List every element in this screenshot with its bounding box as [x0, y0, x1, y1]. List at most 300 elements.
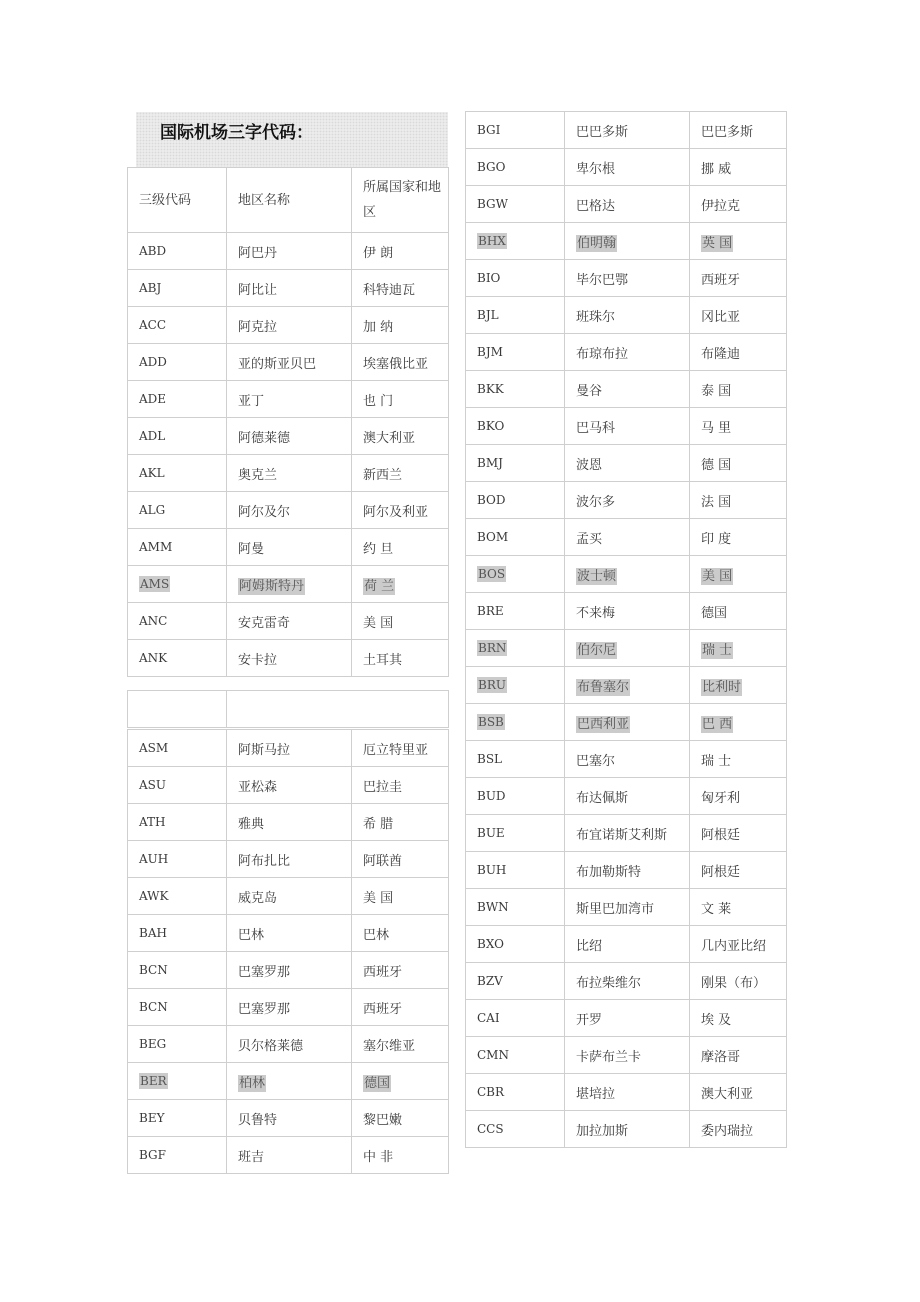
country-cell-text: 印 度: [701, 531, 732, 547]
city-cell: [565, 815, 690, 852]
header-country: 所属国家和地区: [352, 168, 449, 233]
country-cell-text: 伊拉克: [701, 198, 741, 214]
city-cell: [227, 1026, 352, 1063]
country-cell: [352, 1137, 449, 1174]
city-cell-text: 布加勒斯特: [576, 864, 642, 880]
country-cell: [690, 926, 787, 963]
table-row: [466, 1037, 787, 1074]
table-row: [466, 704, 787, 741]
table-row: [128, 270, 449, 307]
code-cell: [128, 529, 227, 566]
table-row: [466, 223, 787, 260]
country-cell: [690, 630, 787, 667]
country-cell: [690, 519, 787, 556]
code-cell: [466, 1000, 565, 1037]
country-cell-text: 西班牙: [701, 272, 741, 288]
city-cell-text: 阿尔及尔: [238, 504, 291, 520]
city-cell: [565, 519, 690, 556]
code-cell: [466, 815, 565, 852]
country-cell: [690, 815, 787, 852]
city-cell: [565, 704, 690, 741]
city-cell-text: 巴塞罗那: [238, 964, 291, 980]
table-row: [128, 878, 449, 915]
city-cell: [565, 1000, 690, 1037]
city-cell-text: 开罗: [576, 1012, 603, 1028]
code-cell-text: BRN: [478, 641, 507, 655]
code-cell: [128, 804, 227, 841]
country-cell: [690, 556, 787, 593]
city-cell-text: 贝尔格莱德: [238, 1038, 304, 1054]
country-cell: [352, 418, 449, 455]
city-cell-text: 毕尔巴鄂: [576, 272, 629, 288]
table-row: [128, 915, 449, 952]
code-cell: [128, 1026, 227, 1063]
city-cell-text: 威克岛: [238, 890, 278, 906]
country-cell-text: 黎巴嫩: [363, 1112, 403, 1128]
city-cell-text: 雅典: [238, 816, 265, 832]
code-cell-text: ATH: [139, 815, 166, 829]
code-cell-text: BRE: [477, 604, 504, 618]
table-row: [466, 593, 787, 630]
table-row: [466, 334, 787, 371]
code-cell-text: BCN: [139, 1000, 168, 1014]
code-cell: [466, 186, 565, 223]
code-cell: [128, 233, 227, 270]
country-cell-text: 阿根廷: [701, 827, 741, 843]
code-cell-text: AMS: [140, 577, 170, 591]
country-cell-text: 西班牙: [363, 964, 403, 980]
table-row: [128, 767, 449, 804]
code-cell-text: BOD: [477, 493, 506, 507]
city-cell-text: 孟买: [576, 531, 603, 547]
code-cell: [466, 1037, 565, 1074]
city-cell-text: 柏林: [239, 1075, 266, 1091]
code-cell: [128, 603, 227, 640]
country-cell: [352, 270, 449, 307]
table-row: [466, 667, 787, 704]
table-row: [128, 1100, 449, 1137]
table-row: [466, 149, 787, 186]
code-cell: [466, 630, 565, 667]
city-cell-text: 巴林: [238, 927, 265, 943]
country-cell-text: 瑞 士: [702, 642, 733, 658]
city-cell-text: 奥克兰: [238, 467, 278, 483]
country-cell-text: 埃 及: [701, 1012, 732, 1028]
city-cell-text: 波尔多: [576, 494, 616, 510]
city-cell: [565, 1037, 690, 1074]
country-cell: [690, 186, 787, 223]
country-cell-text: 阿根廷: [701, 864, 741, 880]
code-cell: [128, 841, 227, 878]
code-cell: [466, 593, 565, 630]
code-cell-text: BHX: [478, 234, 506, 248]
country-cell-text: 阿尔及利亚: [363, 504, 429, 520]
table-row: [466, 852, 787, 889]
code-cell: [466, 149, 565, 186]
code-cell: [466, 963, 565, 1000]
country-cell-text: 美 国: [363, 890, 394, 906]
country-cell: [352, 1063, 449, 1100]
table-row: [466, 445, 787, 482]
code-cell-text: ALG: [139, 503, 166, 517]
city-cell: [227, 640, 352, 677]
country-cell-text: 美 国: [702, 568, 733, 584]
city-cell-text: 阿巴丹: [238, 245, 278, 261]
country-cell-text: 委内瑞拉: [701, 1123, 754, 1139]
table-row: [466, 963, 787, 1000]
city-cell-text: 不来梅: [576, 605, 616, 621]
city-cell-text: 巴巴多斯: [576, 124, 629, 140]
city-cell-text: 安克雷奇: [238, 615, 291, 631]
table-row: [128, 381, 449, 418]
code-cell-text: ASM: [139, 741, 169, 755]
country-cell: [352, 767, 449, 804]
country-cell: [690, 1074, 787, 1111]
code-cell-text: AKL: [139, 466, 165, 480]
code-cell-text: BCN: [139, 963, 168, 977]
table-row: [128, 640, 449, 677]
code-cell-text: ACC: [139, 318, 167, 332]
city-cell: [565, 926, 690, 963]
country-cell-text: 美 国: [363, 615, 394, 631]
code-cell-text: AMM: [139, 540, 173, 554]
city-cell-text: 加拉加斯: [576, 1123, 629, 1139]
country-cell-text: 德国: [364, 1075, 391, 1091]
city-cell: [565, 482, 690, 519]
country-cell: [690, 445, 787, 482]
country-cell: [690, 297, 787, 334]
city-cell-text: 布达佩斯: [576, 790, 629, 806]
country-cell-text: 加 纳: [363, 319, 394, 335]
code-cell: [466, 1111, 565, 1148]
country-cell-text: 巴林: [363, 927, 390, 943]
city-cell: [565, 186, 690, 223]
city-cell-text: 波士顿: [577, 568, 617, 584]
country-cell-text: 新西兰: [363, 467, 403, 483]
city-cell-text: 卑尔根: [576, 161, 616, 177]
city-cell-text: 阿姆斯特丹: [239, 578, 305, 594]
city-cell: [565, 408, 690, 445]
code-cell: [466, 408, 565, 445]
country-cell: [690, 260, 787, 297]
code-cell: [128, 952, 227, 989]
country-cell-text: 刚果（布）: [701, 975, 767, 991]
city-cell: [227, 529, 352, 566]
city-cell-text: 阿比让: [238, 282, 278, 298]
country-cell: [352, 233, 449, 270]
code-cell: [128, 1063, 227, 1100]
city-cell: [227, 1137, 352, 1174]
city-cell: [565, 778, 690, 815]
city-cell: [227, 307, 352, 344]
country-cell: [690, 1037, 787, 1074]
code-cell: [466, 482, 565, 519]
code-cell-text: BUH: [477, 863, 507, 877]
city-cell: [227, 492, 352, 529]
code-cell: [128, 344, 227, 381]
code-cell-text: BSB: [478, 715, 504, 729]
code-cell-text: ADD: [139, 355, 167, 369]
country-cell-text: 文 莱: [701, 901, 732, 917]
blank-cell: [128, 691, 227, 728]
city-cell: [565, 556, 690, 593]
city-cell-text: 布琼布拉: [576, 346, 629, 362]
airport-table-left-bottom: [127, 729, 449, 1174]
country-cell: [690, 889, 787, 926]
city-cell-text: 卡萨布兰卡: [576, 1049, 642, 1065]
table-row: [128, 418, 449, 455]
code-cell-text: CBR: [477, 1085, 505, 1099]
title-banner: [136, 112, 448, 167]
city-cell: [565, 445, 690, 482]
city-cell: [227, 767, 352, 804]
city-cell: [565, 260, 690, 297]
code-cell: [466, 926, 565, 963]
code-cell: [466, 778, 565, 815]
city-cell-text: 亚丁: [238, 393, 265, 409]
city-cell: [565, 741, 690, 778]
city-cell: [227, 730, 352, 767]
country-cell: [690, 482, 787, 519]
table-row: [128, 344, 449, 381]
country-cell: [690, 593, 787, 630]
code-cell: [128, 566, 227, 603]
city-cell: [227, 233, 352, 270]
code-cell: [466, 1074, 565, 1111]
code-cell: [128, 767, 227, 804]
table-row: [128, 952, 449, 989]
code-cell: [128, 640, 227, 677]
country-cell: [352, 455, 449, 492]
country-cell: [690, 667, 787, 704]
code-cell-text: BER: [140, 1074, 167, 1088]
code-cell: [466, 852, 565, 889]
code-cell-text: ABJ: [139, 281, 162, 295]
city-cell: [227, 381, 352, 418]
code-cell-text: BMJ: [477, 456, 503, 470]
city-cell-text: 阿德莱德: [238, 430, 291, 446]
country-cell: [690, 371, 787, 408]
country-cell: [690, 408, 787, 445]
city-cell-text: 亚松森: [238, 779, 278, 795]
code-cell-text: BGI: [477, 123, 501, 137]
code-cell-text: ASU: [139, 778, 166, 792]
city-cell-text: 亚的斯亚贝巴: [238, 356, 317, 372]
blank-cell: [227, 691, 449, 728]
code-cell: [128, 730, 227, 767]
city-cell: [227, 1063, 352, 1100]
code-cell-text: BXO: [477, 937, 504, 951]
city-cell: [227, 1100, 352, 1137]
country-cell: [352, 730, 449, 767]
city-cell-text: 巴西利亚: [577, 716, 630, 732]
code-cell-text: BGO: [477, 160, 506, 174]
city-cell: [227, 878, 352, 915]
country-cell-text: 挪 威: [701, 161, 732, 177]
table-row: [466, 556, 787, 593]
code-cell-text: BEY: [139, 1111, 165, 1125]
city-cell: [227, 915, 352, 952]
table-row: [466, 630, 787, 667]
city-cell: [227, 455, 352, 492]
code-cell-text: BOM: [477, 530, 509, 544]
country-cell: [690, 963, 787, 1000]
country-cell-text: 希 腊: [363, 816, 394, 832]
code-cell-text: ADL: [139, 429, 166, 443]
country-cell-text: 西班牙: [363, 1001, 403, 1017]
code-cell-text: AWK: [139, 889, 169, 903]
code-cell: [466, 741, 565, 778]
city-cell: [565, 667, 690, 704]
table-row: [128, 492, 449, 529]
country-cell: [352, 1026, 449, 1063]
city-cell-text: 波恩: [576, 457, 603, 473]
city-cell-text: 阿曼: [238, 541, 265, 557]
city-cell: [227, 566, 352, 603]
table-row: [128, 603, 449, 640]
code-cell-text: BSL: [477, 752, 503, 766]
country-cell: [352, 915, 449, 952]
country-cell: [352, 344, 449, 381]
city-cell-text: 贝鲁特: [238, 1112, 278, 1128]
country-cell: [352, 989, 449, 1026]
header-city: 地区名称: [227, 168, 352, 233]
country-cell-text: 泰 国: [701, 383, 732, 399]
city-cell: [565, 112, 690, 149]
code-cell: [128, 1137, 227, 1174]
table-row: [466, 1074, 787, 1111]
city-cell: [227, 344, 352, 381]
table-row: [128, 989, 449, 1026]
city-cell-text: 安卡拉: [238, 652, 278, 668]
city-cell: [565, 223, 690, 260]
country-cell-text: 土耳其: [363, 652, 403, 668]
city-cell-text: 巴格达: [576, 198, 616, 214]
table-row: [128, 841, 449, 878]
code-cell-text: AUH: [139, 852, 169, 866]
code-cell-text: CMN: [477, 1048, 509, 1062]
code-cell: [128, 878, 227, 915]
city-cell: [565, 593, 690, 630]
city-cell-text: 伯明翰: [577, 235, 617, 251]
code-cell-text: BGF: [139, 1148, 166, 1162]
page-title: 国际机场三字代码：: [160, 123, 313, 143]
table-row: [466, 519, 787, 556]
code-cell: [128, 455, 227, 492]
country-cell-text: 厄立特里亚: [363, 742, 429, 758]
country-cell-text: 布隆迪: [701, 346, 741, 362]
table-row: [128, 307, 449, 344]
code-cell: [466, 519, 565, 556]
code-cell: [128, 492, 227, 529]
country-cell: [352, 804, 449, 841]
city-cell: [565, 297, 690, 334]
code-cell-text: CCS: [477, 1122, 504, 1136]
table-row: [128, 455, 449, 492]
code-cell: [466, 889, 565, 926]
code-cell: [466, 260, 565, 297]
code-cell-text: BUD: [477, 789, 506, 803]
table-row: [128, 1063, 449, 1100]
code-cell: [466, 445, 565, 482]
table-row: [466, 1000, 787, 1037]
code-cell-text: BJL: [477, 308, 499, 322]
city-cell: [565, 852, 690, 889]
city-cell: [565, 1074, 690, 1111]
city-cell: [565, 889, 690, 926]
table-row: [128, 233, 449, 270]
city-cell: [227, 418, 352, 455]
country-cell: [352, 381, 449, 418]
table-row: [466, 815, 787, 852]
city-cell-text: 伯尔尼: [577, 642, 617, 658]
country-cell-text: 英 国: [702, 235, 733, 251]
city-cell-text: 堪培拉: [576, 1086, 616, 1102]
table-row: [466, 889, 787, 926]
city-cell-text: 布拉柴维尔: [576, 975, 642, 991]
city-cell-text: 巴马科: [576, 420, 616, 436]
country-cell-text: 中 非: [363, 1149, 394, 1165]
table-row: [466, 371, 787, 408]
code-cell: [466, 704, 565, 741]
country-cell: [352, 841, 449, 878]
country-cell: [690, 149, 787, 186]
country-cell: [690, 334, 787, 371]
country-cell-text: 比利时: [702, 679, 742, 695]
country-cell-text: 几内亚比绍: [701, 938, 767, 954]
country-cell: [690, 704, 787, 741]
country-cell-text: 匈牙利: [701, 790, 741, 806]
code-cell: [466, 223, 565, 260]
code-cell-text: BGW: [477, 197, 508, 211]
country-cell-text: 德 国: [701, 457, 732, 473]
city-cell: [565, 630, 690, 667]
city-cell-text: 阿布扎比: [238, 853, 291, 869]
city-cell: [565, 963, 690, 1000]
code-cell: [466, 556, 565, 593]
code-cell-text: BRU: [478, 678, 506, 692]
table-row: [466, 186, 787, 223]
country-cell: [690, 852, 787, 889]
header-code: 三级代码: [128, 168, 227, 233]
table-row: [466, 741, 787, 778]
code-cell-text: BJM: [477, 345, 503, 359]
code-cell-text: BAH: [139, 926, 167, 940]
country-cell-text: 也 门: [363, 393, 394, 409]
table-row: [128, 529, 449, 566]
code-cell-text: CAI: [477, 1011, 500, 1025]
city-cell: [227, 989, 352, 1026]
city-cell: [227, 952, 352, 989]
code-cell: [466, 371, 565, 408]
code-cell-text: BOS: [478, 567, 506, 581]
country-cell: [352, 952, 449, 989]
city-cell-text: 巴塞尔: [576, 753, 616, 769]
country-cell-text: 冈比亚: [701, 309, 741, 325]
code-cell-text: BUE: [477, 826, 505, 840]
city-cell-text: 比绍: [576, 938, 603, 954]
country-cell: [352, 603, 449, 640]
country-cell-text: 澳大利亚: [701, 1086, 754, 1102]
code-cell-text: ANC: [139, 614, 168, 628]
city-cell-text: 班珠尔: [576, 309, 616, 325]
city-cell: [227, 841, 352, 878]
country-cell-text: 巴巴多斯: [701, 124, 754, 140]
country-cell-text: 摩洛哥: [701, 1049, 741, 1065]
country-cell: [352, 566, 449, 603]
country-cell: [690, 223, 787, 260]
city-cell: [565, 334, 690, 371]
